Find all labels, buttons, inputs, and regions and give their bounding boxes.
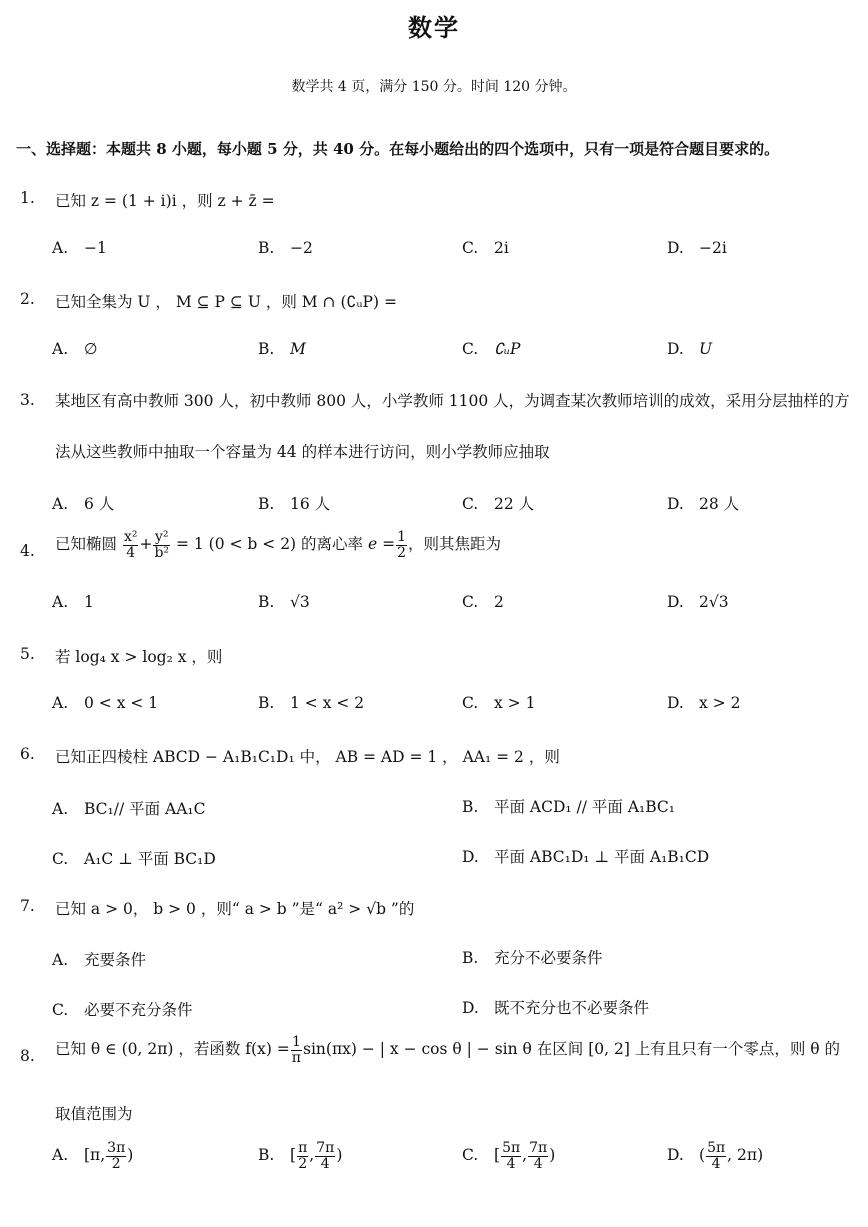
option-1b[interactable] [258,239,313,257]
option-text: 充分不必要条件 [494,949,603,967]
option-text: √3 [290,593,310,611]
frac-num: y² [154,529,169,545]
option-7a[interactable] [52,948,146,970]
option-label: A. [52,593,69,611]
section-heading: 一、选择题：本题共 8 小题，每小题 5 分，共 40 分。在每小题给出的四个选项中，只有一项是符合题目要求的。 [16,140,780,158]
option-text: −2i [699,239,727,257]
option-text: 既不充分也不必要条件 [494,999,650,1017]
option-label: C. [462,340,479,358]
option-text: −1 [84,239,107,257]
option-2a[interactable] [52,340,98,358]
option-8b[interactable] [258,1141,342,1171]
option-label: B. [462,798,479,816]
question-number: 4. [20,542,35,560]
option-label: D. [667,593,684,611]
option-label: C. [462,694,479,712]
option-3c[interactable] [462,492,534,514]
page-title: 数学 [408,14,460,42]
fraction-x2-over-4 [123,530,139,560]
option-text: 22 人 [494,495,535,513]
fraction [706,1141,726,1171]
option-4b[interactable] [258,593,310,611]
option-label: D. [462,999,479,1017]
option-label: D. [667,495,684,513]
option-8a[interactable] [52,1141,133,1171]
option-text: M [290,340,306,358]
option-text: x > 2 [699,694,741,712]
interval-sep: , 2π) [727,1146,764,1165]
frac-den: 4 [711,1155,721,1172]
option-5d[interactable] [667,694,740,712]
question-number: 7. [20,897,35,915]
stem-post: ，则其焦距为 [408,535,502,554]
option-label: C. [462,239,479,257]
option-6b[interactable] [462,795,675,817]
frac-num: π [298,1140,308,1156]
option-label: A. [52,1146,69,1165]
option-label: B. [258,593,275,611]
option-3d[interactable] [667,492,739,514]
frac-num: 1 [291,1034,301,1050]
option-label: C. [462,1146,479,1165]
option-label: D. [667,1146,684,1165]
question-number: 6. [20,745,35,763]
option-label: B. [258,694,275,712]
frac-den: 2 [298,1155,308,1172]
frac-den: 4 [506,1155,516,1172]
interval-close: ) [549,1146,556,1165]
option-3a[interactable] [52,492,114,514]
option-4d[interactable] [667,593,729,611]
stem-condition: = 1 (0 < b < 2) 的离心率 [175,535,364,554]
option-text: 1 < x < 2 [290,694,365,712]
option-label: B. [462,949,479,967]
option-text: 2√3 [699,593,729,611]
interval-close: ) [336,1146,343,1165]
option-label: C. [52,850,69,868]
option-text: 2i [494,239,509,257]
fraction [106,1141,126,1171]
option-label: A. [52,340,69,358]
question-stem [55,1035,840,1065]
interval-close: ) [127,1146,134,1165]
interval-sep: , [522,1146,528,1165]
question-stem: 已知正四棱柱 ABCD − A₁B₁C₁D₁ 中， AB = AD = 1 ， AA₁ = 2 ，则 [55,748,560,766]
question-number: 1. [20,189,35,207]
fraction-1-over-2 [396,530,407,560]
option-5b[interactable] [258,694,364,712]
option-label: C. [462,593,479,611]
question-number: 3. [20,391,35,409]
option-text: 平面 ABC₁D₁ ⊥ 平面 A₁B₁CD [494,848,710,866]
stem-post: sin(πx) − | x − cos θ | − sin θ 在区间 [0, 2] 上有且只有一个零点，则 θ 的 [303,1040,840,1059]
option-7d[interactable] [462,996,649,1018]
option-text: U [699,340,713,358]
question-stem: 若 log₄ x > log₂ x ，则 [55,648,223,666]
stem-text: 已知椭圆 [55,535,118,554]
interval-open: [ [494,1146,501,1165]
option-label: D. [667,694,684,712]
option-label: A. [52,951,69,969]
option-text: BC₁// 平面 AA₁C [84,800,206,818]
interval-open: [π, [84,1146,106,1165]
question-stem: 已知 a > 0， b > 0 ，则“ a > b ”是“ a² > √b ”的 [55,900,415,918]
option-label: D. [462,848,479,866]
option-8c[interactable] [462,1141,555,1171]
option-label: D. [667,239,684,257]
interval-sep: , [309,1146,315,1165]
option-6a[interactable] [52,797,206,819]
option-7c[interactable] [52,998,193,1020]
page-info: 数学共 4 页，满分 150 分。时间 120 分钟。 [291,79,577,95]
option-8d[interactable] [667,1141,763,1171]
option-2b[interactable] [258,340,306,358]
frac-den: 4 [320,1155,330,1172]
option-text: x > 1 [494,694,536,712]
question-stem: 已知 z = (1 + i)i ，则 z + z̄ = [55,192,275,210]
option-2c[interactable] [462,340,520,358]
option-text: 1 [84,593,94,611]
question-number: 2. [20,290,35,308]
question-8 [20,1035,860,1083]
option-4c[interactable] [462,593,504,611]
fraction [297,1141,308,1171]
option-6c[interactable] [52,847,216,869]
question-stem: 已知全集为 U ， M ⊆ P ⊆ U ，则 M ∩ (∁ᵤP) = [55,293,397,311]
option-3b[interactable] [258,492,330,514]
frac-den: b² [154,544,170,561]
option-5a[interactable] [52,694,158,712]
fraction-y2-over-b2 [153,530,170,560]
option-label: A. [52,694,69,712]
option-6d[interactable] [462,845,709,867]
stem-text: 取值范围为 [55,1105,133,1123]
question-8-line2 [55,1102,133,1124]
frac-den: π [291,1049,301,1066]
option-5c[interactable] [462,694,535,712]
option-text: 16 人 [290,495,331,513]
stem-plus: + [139,535,153,554]
option-7b[interactable] [462,946,603,968]
option-label: C. [52,1001,69,1019]
option-text: 0 < x < 1 [84,694,159,712]
question-number: 8. [20,1047,35,1065]
frac-den: 4 [533,1155,543,1172]
frac-den: 2 [397,544,406,561]
frac-den: 2 [111,1155,121,1172]
option-1c[interactable] [462,239,509,257]
option-text: 充要条件 [84,951,147,969]
frac-den: 4 [126,544,136,561]
option-text: ∁ᵤP [494,340,521,358]
option-text: 2 [494,593,504,611]
interval-open: ( [699,1146,706,1165]
question-stem: 某地区有高中教师 300 人，初中教师 800 人，小学教师 1100 人，为调查某次教师培训的成效，采用分层抽样的方法从这些教师中抽取一个容量为 44 的样本进行访问，则小学教师应抽取 [55,392,850,461]
fraction [501,1141,521,1171]
frac-num: 7π [316,1140,335,1156]
question-number: 5. [20,645,35,663]
fraction [315,1141,335,1171]
option-label: D. [667,340,684,358]
option-label: A. [52,239,69,257]
option-2d[interactable] [667,340,712,358]
option-4a[interactable] [52,593,94,611]
question-stem [55,530,501,560]
frac-num: 3π [107,1140,126,1156]
frac-num: 7π [529,1140,548,1156]
stem-e: e = [367,535,396,554]
option-text: A₁C ⊥ 平面 BC₁D [84,850,216,868]
fraction [528,1141,548,1171]
frac-num: 5π [707,1140,726,1156]
option-label: B. [258,239,275,257]
option-text: ∅ [84,340,98,358]
option-label: B. [258,1146,275,1165]
stem-text: 已知 θ ∈ (0, 2π) ，若函数 f(x) = [55,1040,290,1059]
frac-num: 5π [502,1140,521,1156]
option-label: B. [258,495,275,513]
option-text: 6 人 [84,495,115,513]
option-text: 平面 ACD₁ // 平面 A₁BC₁ [494,798,676,816]
frac-num: x² [123,529,138,545]
interval-open: [ [290,1146,297,1165]
option-1a[interactable] [52,239,107,257]
option-text: 必要不充分条件 [84,1001,193,1019]
option-label: A. [52,800,69,818]
option-label: B. [258,340,275,358]
frac-num: 1 [397,529,406,545]
option-text: 28 人 [699,495,740,513]
option-text: −2 [290,239,313,257]
option-label: A. [52,495,69,513]
fraction-1-over-pi [291,1035,302,1065]
option-label: C. [462,495,479,513]
option-1d[interactable] [667,239,727,257]
